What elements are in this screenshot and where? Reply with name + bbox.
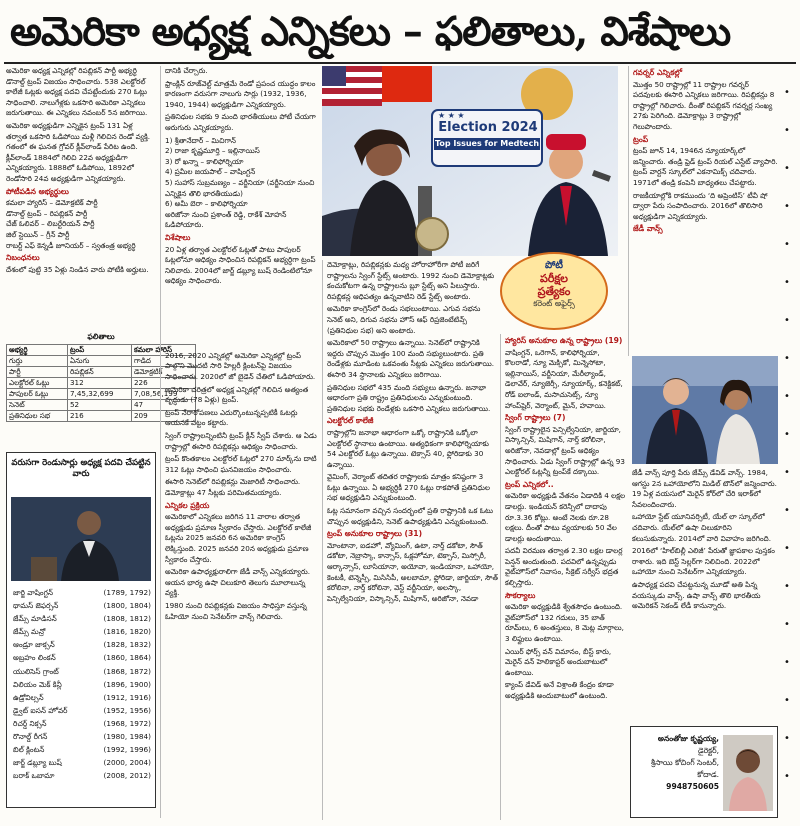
column-5 [628,66,778,356]
col4-paragraph: పదవీ విరమణ తర్వాత 2.30 లక్షల డాలర్ల పెన్షన్ అందుతుంది. పదవిలో ఉన్నప్పుడు వైట్‌హౌస్‌లో నివాసం, సీక్రెట్ సర్వీస్ భద్రత కల్పిస్తారు. [505,546,623,588]
bullet-mark: • [784,733,790,744]
column-5-bottom [632,468,778,722]
bullet-mark: • [784,277,790,288]
col4-paragraph: స్వింగ్ రాష్ట్రాలైన పెన్సిల్వేనియా, జార్జియా, విస్కాన్సిన్, మిషిగాన్, నార్త్ కరోలినా, అరిజోనా, నెవడాల్లో ట్రంప్ ఆధిక్యం సాధించారు. ఏడు స్వింగ్ రాష్ట్రాల్లో ఉన్న 93 ఎలక్టోరల్ ఓట్లన్నీ ట్రంప్‌కే దక్కాయి. [505,424,625,477]
list-item: 6) అమీ బెరా – కాలిఫోర్నియా [165,199,248,209]
president-salary-heading: ట్రంప్ ఎన్నికలో.. [505,479,554,489]
election-collage [322,66,618,256]
list-item: 1) శ్రీతానేదార్ – మిచిగాన్ [165,135,236,145]
table-header-cell: ట్రంప్ [67,345,131,356]
table-header-cell: కమలా హారిస్ [131,345,195,356]
column-3 [322,260,498,820]
list-item [13,639,151,651]
col3-paragraph: అమెరికా కాంగ్రెస్‌లో రెండు సభలుంటాయి. ఎగువ సభను సెనెట్ అని, దిగువ సభను హౌస్ ఆఫ్ రిప్రజెంటేటివ్స్ (ప్రతినిధుల సభ) అని అంటారు. [327,304,481,335]
president-name: జార్జ్ డబ్ల్యూ బుష్ [13,758,62,768]
list-item: 2) రాజా కృష్ణమూర్తి – ఇల్లినాయిస్ [165,146,260,156]
president-name: థామస్ జెఫర్సన్ [13,601,59,611]
list-item [13,757,151,769]
col3-paragraph: మోంటానా, ఐడహో, వ్యోమింగ్, ఉటా, నార్త్ డకోటా, సౌత్ డకోటా, నెబ్రాస్కా, కాన్సాస్, ఓక్లహోమా, టెక్సాస్, మిస్సోరీ, ఆర్కాన్సాస్, లూసియానా, అయోవా, ఇండియానా, ఒహాయో, కెంటకీ, టెన్నెస్సీ, మిసిసిపీ, అలబామా, ఫ్లోరిడా, జార్జియా, సౌత్ కరోలినా, నార్త్ కరోలినా, వెస్ట్ వర్జీనియా, అలస్కా, పెన్సిల్వేనియా, విస్కాన్సిన్, మిషిగాన్, అరిజోనా, నెవడా [327,540,498,603]
author-portrait [723,735,773,811]
vance-couple-image [632,356,778,464]
bullet-mark: • [784,353,790,364]
table-cell: సెనెట్ [7,400,68,411]
author-phone: 9948750605 [666,782,719,791]
bullet-mark: • [784,771,790,782]
table-cell: పాపులర్ ఓట్లు [7,389,68,400]
author-byline [630,726,778,818]
swing-states-heading: స్వింగ్ రాష్ట్రాలు (7) [505,413,566,423]
table-cell: 209 [131,411,195,422]
list-item: 3) రో ఖన్నా – కాలిఫోర్నియా [165,156,244,166]
president-years: (1952, 1956) [103,705,151,715]
president-name: జేమ్స్ మాడిసన్ [13,614,57,624]
president-name: యులిసెస్ గ్రాంట్ [13,666,59,676]
bullet-mark: • [784,315,790,326]
governor-heading: గవర్నర్ ఎన్నికల్లో [633,68,683,77]
list-item [13,718,151,730]
col5-paragraph: ఒహాయో స్టేట్ యూనివర్సిటీ, యేల్ లా స్కూల్‌లో చదివారు. యేల్‌లో ఉషా చిలుకూరిని కలుసుకున్నారు. 2014లో వారి వివాహం జరిగింది. [632,512,771,543]
president-years: (1968, 1972) [103,718,151,728]
col2-paragraph: ట్రంప్ కొంతకాలం ఎలక్టోరల్ ఓట్లలో 270 మార్క్‌ను దాటి 312 ఓట్లు సాధించి ఘనవిజయం సాధించారు. [165,454,317,474]
president-years: (1992, 1996) [103,745,151,755]
badge-line: పరీక్షల [540,272,568,285]
candidate-item: కమలా హ్యారిస్ – డెమోక్రటిక్ పార్టీ [6,198,98,208]
col4-paragraph: ఎయిర్ ఫోర్స్ వన్ విమానం, బీస్ట్ కారు, మెరైన్ వన్ హెలికాప్టర్ అందుబాటులో ఉంటాయి. [505,646,612,677]
harris-states-heading: హ్యారిస్ అనుకూల ఉన్న రాష్ట్రాలు (19) [505,336,623,345]
author-details [635,733,719,793]
table-cell: ఏనుగు [67,356,131,367]
trump-bio-heading: ట్రంప్ [633,134,649,144]
candidate-list [6,198,156,251]
col4-paragraph: క్యాంప్ డేవిడ్ అనే విశ్రాంతి కేంద్రం కూడా అధ్యక్షుడికి అందుబాటులో ఉంటుంది. [505,680,614,700]
competitive-exam-badge [500,252,608,330]
author-title: డైరెక్టర్, [697,746,719,755]
president-years: (1912, 1916) [103,692,151,702]
president-name: బరాక్ ఒబామా [13,771,55,781]
election-subcaption: Top Issues for Medtech [434,139,540,148]
list-item [13,679,151,691]
electoral-college-heading: ఎలక్టోరల్ కాలేజీ [327,416,374,426]
col2-paragraph: 2016, 2020 ఎన్నికల్లో అమెరికా ఎన్నికల్లో ట్రంప్ పాల్గొని మొదటి సారి హిల్లరీ క్లింటన్‌పై విజయం సాధించారు. 2020లో జో బైడెన్ చేతిలో ఓడిపోయారు. [165,350,316,382]
table-cell: 216 [67,411,131,422]
candidates-heading: పోటీపడిన అభ్యర్థులు [6,186,69,196]
president-years: (1860, 1864) [103,653,151,663]
table-cell: 47 [131,400,195,411]
svg-text:★ ★ ★: ★ ★ ★ [438,111,465,120]
column-2 [160,66,318,818]
list-item [13,587,151,599]
col3-paragraph: దెమోక్రాట్లు, రిపబ్లికన్లకు మధ్య హోరాహోరీగా పోటీ జరిగే రాష్ట్రాలను స్వింగ్ స్టేట్స్ అంటారు. 1992 నుంచి డెమోక్రాట్లకు కంచుకోటగా ఉన్న రాష్ట్రాలను బ్లూ స్టేట్స్ అని పిలుస్తారు. రిపబ్లికన్ల ఆధిపత్యం ఉన్నవాటిని రెడ్ స్టేట్స్ అంటారు. [327,260,495,301]
column-4 [500,334,626,820]
candidate-item: చేజ్ ఓలివర్ – లిబర్టేరియన్ పార్టీ [6,219,95,229]
list-item [13,613,151,625]
bullet-mark: • [784,505,790,516]
headline-rule [4,62,796,64]
badge-line: పోటీ [545,260,563,271]
col2-paragraph: అమెరికా ఉపాధ్యక్షురాలిగా జేడీ వాన్స్ ఎన్నికయ్యారు. ఆయన భార్య ఉషా చిలుకూరి తెలుగు మూలాలున్న వ్యక్తి. [165,567,311,598]
bullet-mark: • [784,87,790,98]
bullet-mark: • [784,581,790,592]
col2-paragraph: అమెరికాలో ఎన్నికలు జరిగిన 11 వారాల తర్వాత అధ్యక్షుడు ప్రమాణ స్వీకారం చేస్తారు. ఎలక్టోరల్ కాలేజీ ఓట్లను 2025 జనవరి 6న అమెరికా కాంగ్రెస్ లెక్కిస్తుంది. 2025 జనవరి 20న అధ్యక్షుడు ప్రమాణ స్వీకారం చేస్తారు. [165,512,312,564]
president-years: (2008, 2012) [103,771,151,781]
indian-winners-list [165,136,318,210]
president-years: (1816, 1820) [103,627,151,637]
bullet-mark: • [784,391,790,402]
list-item [13,770,151,782]
president-name: ఆండ్రూ జాక్సన్ [13,640,55,650]
col2-paragraph: ఫ్రాంక్లిన్ రూజ్‌వెల్ట్ మాత్రమే రెండో ప్రపంచ యుద్ధం కాలం కారణంగా వరుసగా నాలుగు సార్లు (1932, 1936, 1940, 1944) అధ్యక్షుడిగా ఎన్నికయ్యారు. [165,78,316,109]
bullet-mark: • [784,619,790,630]
col3-paragraph: ప్రతినిధుల సభలో 435 మంది సభ్యులు ఉన్నారు. జనాభా ఆధారంగా ప్రతి రాష్ట్రం ప్రతినిధులను ఎన్నుకుంటుంది. ప్రతినిధుల సభకు రెండేళ్లకు ఒకసారి ఎన్నికలు జరుగుతాయి. [327,382,491,413]
bullet-mark: • [784,467,790,478]
author-name: అనంతోజు కృష్ణయ్య, [657,734,719,743]
col4-paragraph: అమెరికా అధ్యక్షుడి వేతనం ఏడాదికి 4 లక్షల డాలర్లు. ఇండియన్ కరెన్సీలో దాదాపు రూ.3.36 కోట్లు. అంటే నెలకు రూ.28 లక్షలు. దీంతో పాటు వ్యయాలకు 50 వేల డాలర్లు అందుతాయి. [505,491,626,543]
col4-paragraph: వాషింగ్టన్, ఒరెగాన్, కాలిఫోర్నియా, కొలరాడో, న్యూ మెక్సికో, మిన్నెసోటా, ఇల్లినాయిస్, వర్జీనియా, మేరీల్యాండ్, డెలావేర్, న్యూజెర్సీ, న్యూయార్క్, కనెక్టికట్, రోడ్ ఐలాండ్, మసాచుసెట్స్, న్యూ హాంప్‌షైర్, వెర్మాంట్, మైన్, హవాయి. [505,347,623,410]
list-item [13,705,151,717]
col2-paragraph: దానికి చేర్చారు. [165,66,208,75]
eligibility-heading: నిబంధనలు [6,253,40,263]
badge-line: కరెంట్ అఫైర్స్ [533,299,575,308]
list-item: 5) సుహాస్ సుబ్రమణ్యం – వర్జీనియా (వర్జీనియా నుంచి ఎన్నికైన తొలి భారతీయుడు) [165,177,315,198]
two-term-title: వరుసగా రెండుసార్లు అధ్యక్ష పదవి చేపట్టిన వారు [11,458,151,479]
col2-paragraph: స్వింగ్ రాష్ట్రాలన్నింటినీ ట్రంప్ క్లీన్ స్వీప్ చేశారు. ఆ ఏడు రాష్ట్రాల్లో ఈసారి రిపబ్లికన్లు ఆధిక్యం సాధించారు. [165,431,317,451]
col2-paragraph: అమెరికా చరిత్రలో అధ్యక్ష ఎన్నికల్లో గెలిచిన అత్యంత వృద్ధుడు (78 ఏళ్లు) ట్రంప్. [165,384,309,405]
column-1 [6,66,156,326]
list-item [13,666,151,678]
list-item [13,692,151,704]
bullet-mark: • [784,695,790,706]
president-years: (1808, 1812) [103,614,151,624]
bullet-mark: • [784,163,790,174]
candidate-item: డొనాల్డ్ ట్రంప్ – రిపబ్లికన్ పార్టీ [6,208,88,218]
col1-paragraph-2: అమెరికా అధ్యక్షుడిగా ఎన్నికైన ట్రంప్ 131 ఏళ్ల తర్వాత ఒకసారి ఓడిపోయి మళ్లీ గెలిచిన రెండో వ్యక్తి. గతంలో ఈ ఘనత గ్రోవర్ క్లీవ్‌లాండ్ పేరిట ఉంది. క్లీవ్‌లాండ్ 1884లో గెలిచి 22వ అధ్యక్షుడిగా ఎన్నికయ్యారు. 1888లో ఓడిపోయి, 1892లో రెండోసారి 24వ అధ్యక్షుడిగా ఎన్నికయ్యారు. [6,120,151,183]
vance-heading: జేడీ వాన్స్ [633,224,663,234]
badge-line: ప్రత్యేకం [537,285,571,298]
bullet-mark: • [784,239,790,250]
president-name: ఉడ్రోవిల్సన్ [13,692,44,702]
col5-paragraph: ట్రంప్ జూన్ 14, 1946న న్యూయార్క్‌లో జన్మించారు. తండ్రి ఫ్రెడ్ ట్రంప్ రియల్ ఎస్టేట్ వ్యాపారి. ట్రంప్ వార్టన్ స్కూల్‌లో ఎకనామిక్స్ చదివారు. 1971లో తండ్రి కంపెనీ బాధ్యతలు చేపట్టారు. [633,146,778,187]
col2-paragraph: ట్రంప్ నేరారోపణలు ఎదుర్కొంటున్నప్పటికీ ఓటర్లు ఆయనకే పట్టం కట్టారు. [165,407,298,428]
table-cell: 52 [67,400,131,411]
col5-paragraph: జేడీ వాన్స్ పూర్తి పేరు జేమ్స్ డేవిడ్ వాన్స్. 1984, ఆగస్టు 2న ఒహాయోలోని మిడిల్ టౌన్‌లో జన్మించారు. 19 ఏళ్ల వయసులో మెరైన్ కోర్‌లో చేరి ఇరాక్‌లో సేవలందించారు. [632,468,777,509]
author-org: శ్రీసాయి కోచింగ్ సెంటర్, [650,758,719,767]
bullet-mark: • [784,657,790,668]
list-item [13,652,151,664]
col2-paragraph: ఈసారి సెనెట్‌లో రిపబ్లికన్లు మెజారిటీ సాధించారు. డెమోక్రాట్లు 47 సీట్లకు పరిమితమయ్యారు. [165,477,301,497]
list-item [13,626,151,638]
table-cell: ప్రతినిధుల సభ [7,411,68,422]
headline: అమెరికా అధ్యక్ష ఎన్నికలు – ఫలితాలు, విశేషాలు [10,8,731,55]
table-cell: రిపబ్లికన్ [67,367,131,378]
president-list [13,587,151,801]
col2-paragraph: ప్రతినిధుల సభకు 9 మంది భారతీయులు పోటీ చేయగా ఆరుగురు ఎన్నికయ్యారు. [165,112,316,132]
col3-paragraph: రాష్ట్రాల్లోని జనాభా ఆధారంగా ఒక్కో రాష్ట్రానికి ఒక్కోలా ఎలక్టోరల్ స్థానాలు ఉంటాయి. అత్యధికంగా కాలిఫోర్నియాకు 54 ఎలక్టోరల్ ఓట్లు ఉన్నాయి. టెక్సాస్ 40, ఫ్లోరిడాకు 30 ఉన్నాయి. [327,427,489,469]
col3-paragraph: ఓట్ల సమానంగా వచ్చిన సందర్భంలో ప్రతి రాష్ట్రానికి ఒక ఓటు చొప్పున అధ్యక్షుడిని, సెనెట్ ఉపాధ్యక్షుడిని ఎన్నుకుంటుంది. [327,506,493,526]
col2-paragraph: అరిజోనా నుంచి ప్రశాంత్ రెడ్డి, రాకేశ్ మోహన్ ఓడిపోయారు. [165,209,287,230]
president-name: రిచర్డ్ నిక్సన్ [13,718,47,728]
table-cell: 7,08,56,199 [131,389,195,400]
intro-paragraph: అమెరికా అధ్యక్ష ఎన్నికల్లో రిపబ్లికన్ పార్టీ అభ్యర్థి డొనాల్డ్ ట్రంప్ విజయం సాధించారు. 538 ఎలక్టోరల్ కాలేజీ ఓట్లకు అధ్యక్ష పదవి చేపట్టేందుకు 270 ఓట్లు సాధించాలి. నాలుగేళ్లకు ఒకసారి అమెరికా ఎన్నికలు జరుగుతాయి. ఈ ఎన్నికలు నవంబర్ 5న జరిగాయి. [6,66,148,118]
president-years: (1980, 1984) [103,732,151,742]
obama-silhouette [11,497,151,581]
president-name: బిల్ క్లింటన్ [13,745,45,755]
process-heading: ఎన్నికల ప్రక్రియ [165,500,210,510]
col3-paragraph: వైమింగ్, వెర్మాంట్ తదితర రాష్ట్రాలకు మాత్రం కనిష్ఠంగా 3 ఓట్లు ఉన్నాయి. ఏ అభ్యర్థికీ 270 ఓట్లు రాకపోతే ప్రతినిధుల సభ అధ్యక్షుడిని ఎన్నుకుంటుంది. [327,472,491,503]
author-city: కోదాడ. [697,770,719,779]
president-name: అబ్రహం లింకన్ [13,653,56,663]
table-header-cell: అభ్యర్థి [7,345,68,356]
bullet-mark: • [784,125,790,136]
table-cell: 7,45,32,699 [67,389,131,400]
president-name: డ్వైట్ ఐసన్ హోవర్ [13,705,68,715]
column-6-edge [784,74,798,820]
list-item: 4) ప్రమీల జయపాల్ – వాషింగ్టన్ [165,167,256,177]
president-years: (1896, 1900) [103,679,151,689]
president-name: రొనాల్డ్ రీగన్ [13,732,48,742]
features-heading: సౌకర్యాలు [505,590,536,600]
author-photo [723,735,773,811]
special-heading: విశేషాలు [165,232,191,242]
col2-paragraph: 1980 నుంచి రిపబ్లికన్లకు విజయం సాధిస్తూ వస్తున్న ఓహియో నుంచి సెనేటర్‌గా వాన్స్ గెలిచారు. [165,600,307,621]
list-item [13,744,151,756]
table-cell: 226 [131,378,195,389]
col2-paragraph: 20 ఏళ్ల తర్వాత ఎలక్టోరల్ ఓట్లతో పాటు పాపులర్ ఓట్లలోనూ ఆధిక్యం సాధించిన రిపబ్లికన్ అభ్యర్థిగా ట్రంప్ నిలిచారు. 2004లో జార్జ్ డబ్ల్యూ బుష్ రెండింటిలోనూ ఆధిక్యం సాధించారు. [165,244,316,286]
candidate-item: రాబర్ట్ ఎఫ్ కెన్నడీ జూనియర్ – స్వతంత్ర అభ్యర్థి [6,240,136,250]
eligibility-text: దేశంలో పుట్టి 35 ఏళ్లు నిండిన వారు పోటీకి అర్హులు. [6,264,149,274]
president-years: (1828, 1832) [103,640,151,650]
president-name: జార్జి వాషింగ్టన్ [13,588,53,597]
president-years: (2000, 2004) [103,758,151,768]
table-cell: గుర్తు [7,356,68,367]
results-title: ఫలితాలు [87,332,115,341]
election-caption: Election 2024 [438,120,538,135]
president-years: (1868, 1872) [103,666,151,676]
list-item [13,600,151,612]
obama-photo [11,497,151,581]
list-item [13,731,151,743]
col3-paragraph: అమెరికాలో 50 రాష్ట్రాలు ఉన్నాయి. సెనెట్‌లో రాష్ట్రానికి ఇద్దరు చొప్పున మొత్తం 100 మంది సభ్యులుంటారు. ప్రతి రెండేళ్లకు మూడింట ఒకవంతు సీట్లకు ఎన్నికలు జరుగుతాయి. ఈసారి 34 స్థానాలకు ఎన్నికలు జరిగాయి. [327,338,495,379]
bullet-mark: • [784,543,790,554]
col4-paragraph: అమెరికా అధ్యక్షుడికి శ్వేతసౌధం ఉంటుంది. వైట్‌హౌస్‌లో 132 గదులు, 35 బాత్ రూమ్‌లు, 6 అంతస్తులు, 8 మెట్ల మార్గాలు, 3 లిఫ్టులు ఉంటాయి. [505,602,624,644]
bullet-mark: • [784,201,790,212]
president-name: విలియం మెక్ కిన్లీ [13,679,62,689]
table-cell: డెమోక్రటిక్ [131,367,195,378]
table-cell: పార్టీ [7,367,68,378]
bullet-mark: • [784,429,790,440]
president-years: (1800, 1804) [103,601,151,611]
candidate-item: జిల్ స్టెయిన్ – గ్రీన్ పార్టీ [6,229,70,239]
president-name: జేమ్స్ మన్రో [13,627,46,637]
table-cell: గాడిద [131,356,195,367]
president-years: (1789, 1792) [103,588,151,597]
col5-paragraph: 2016లో ‘హిల్‌బిల్లీ ఎలిజీ’ పేరుతో జ్ఞాపకాల పుస్తకం రాశారు. ఇది బెస్ట్ సెల్లర్‌గా నిలిచింది. 2022లో ఒహాయో నుంచి సెనేటర్‌గా ఎన్నికయ్యారు. [632,546,775,577]
table-cell: 312 [67,378,131,389]
col5-paragraph: ఉపాధ్యక్ష పదవి చేపట్టనున్న మూడో అతి పిన్న వయస్కుడు వాన్స్. ఉషా వాన్స్ తొలి భారతీయ అమెరికన్ సెకండ్ లేడీ కానున్నారు. [632,579,761,611]
col5-paragraph: రాజకీయాల్లోకి రాకముందు ‘ది అప్రెంటిస్’ టీవీ షో ద్వారా పేరు సంపాదించారు. 2016లో తొలిసారి అధ్యక్షుడిగా ఎన్నికయ్యారు. [633,190,768,221]
trump-states-heading: ట్రంప్ అనుకూల రాష్ట్రాలు (31) [327,529,423,539]
main-photo [322,66,618,256]
col5-paragraph: మొత్తం 50 రాష్ట్రాల్లో 11 రాష్ట్రాల గవర్నర్ పదవులకు ఈసారి ఎన్నికలు జరిగాయి. రిపబ్లికన్లు 8 రాష్ట్రాల్లో గెలిచారు. దీంతో రిపబ్లికన్ గవర్నర్ల సంఖ్య 27కు పెరిగింది. డెమోక్రాట్లు 3 రాష్ట్రాల్లో గెలుపొందారు. [633,79,775,131]
two-term-box [6,452,156,808]
vance-photo [632,356,778,464]
table-cell: ఎలక్టోరల్ ఓట్లు [7,378,68,389]
